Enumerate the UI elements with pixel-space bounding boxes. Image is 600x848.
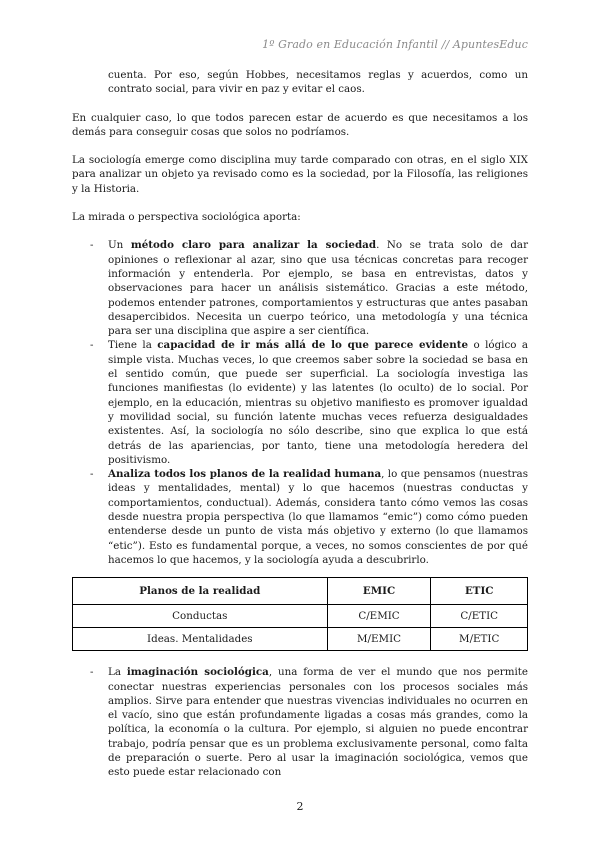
- table-cell: M/ETIC: [431, 628, 528, 651]
- paragraph-hobbes: cuenta. Por eso, según Hobbes, necesitamos reglas y acuerdos, como un contrato social, para vivir en paz y evitar el caos.: [108, 69, 528, 96]
- page-header: 1º Grado en Educación Infantil // ApuntesEduc: [262, 38, 528, 51]
- bullet-text-prefix: La: [108, 666, 127, 679]
- table-header-row: [73, 578, 528, 605]
- bullet-bold-term: Analiza todos los planos de la realidad humana: [108, 468, 382, 481]
- bullet-text-rest: , una forma de ver el mundo que nos permite conectar nuestras experiencias personales con los procesos sociales más amplios. Sirve para entender que nuestras vivencias individuales no ocurren en el vacío, sino que están profundamente ligadas a cosas más grandes, como la política, la economía o la cultura. Por ejemplo, si alguien no puede encontrar trabajo, podría pensar que es un problema exclusivamente personal, como falta de preparación o suerte. Pero al usar la imaginación sociológica, vemos que esto puede estar relacionado con: [108, 666, 528, 779]
- table-header-cell: Planos de la realidad: [73, 578, 328, 605]
- table-row: [73, 628, 528, 651]
- table-header-cell: ETIC: [431, 578, 528, 605]
- list-item: [72, 467, 528, 567]
- imagination-list: [72, 665, 528, 779]
- table-header-cell: EMIC: [327, 578, 431, 605]
- table-cell: C/EMIC: [327, 605, 431, 628]
- paragraph-others: En cualquier caso, lo que todos parecen estar de acuerdo es que necesitamos a los demás para conseguir cosas que solos no podríamos.: [72, 111, 528, 138]
- page-body: [72, 68, 528, 780]
- bullet-dash: -: [90, 339, 94, 352]
- paragraph-sociology-emerges: La sociología emerge como disciplina muy tarde comparado con otras, en el siglo XIX para analizar un objeto ya revisado como es la sociedad, por la Filosofía, las religiones y la Historia.: [72, 154, 528, 195]
- bullet-bold-term: imaginación sociológica: [126, 666, 269, 679]
- bullet-dash: -: [90, 666, 94, 679]
- bullet-bold-term: capacidad de ir más allá de lo que parece evidente: [157, 339, 469, 352]
- page-number: 2: [296, 800, 304, 813]
- bullet-text-prefix: Un: [108, 239, 131, 252]
- perspective-list: [72, 238, 528, 567]
- list-item: [72, 338, 528, 467]
- table-cell: Ideas. Mentalidades: [73, 628, 328, 651]
- bullet-dash: -: [90, 239, 94, 252]
- planes-table: [72, 577, 528, 651]
- table-cell: C/ETIC: [431, 605, 528, 628]
- table-cell: M/EMIC: [327, 628, 431, 651]
- table-cell: Conductas: [73, 605, 328, 628]
- bullet-dash: -: [90, 468, 94, 481]
- bullet-text-rest: . No se trata solo de dar opiniones o reflexionar al azar, sino que usa técnicas concretas para recoger información y entenderla. Por ejemplo, se basa en entrevistas, datos y observaciones para hacer un análisis sistemático. Gracias a este método, podemos entender patrones, comportamientos y estructuras que antes pasaban desapercibidos. Necesita un cuerpo teórico, una metodología y una técnica para ser una disciplina que aspire a ser científica.: [108, 239, 528, 338]
- list-item: [72, 238, 528, 338]
- bullet-bold-term: método claro para analizar la sociedad: [130, 239, 377, 252]
- bullet-text-rest: , lo que pensamos (nuestras ideas y mentalidades, mental) y lo que hacemos (nuestras conductas y comportamientos, conductual). Además, considera tanto cómo vemos las cosas desde nuestra propia perspectiva (lo que llamamos “emic”) como cómo pueden entenderse desde un punto de vista más objetivo y externo (lo que llamamos “etic”). Esto es fundamental porque, a veces, no somos conscientes de por qué hacemos lo que hacemos, y la sociología ayuda a descubrirlo.: [108, 468, 528, 566]
- table-row: [73, 605, 528, 628]
- bullet-text-rest: o lógico a simple vista. Muchas veces, lo que creemos saber sobre la sociedad se basa en el sentido común, que puede ser superficial. La sociología investiga las funciones manifiestas (lo evidente) y las latentes (lo oculto) de lo social. Por ejemplo, en la educación, mientras su objetivo manifiesto es promover igualdad y movilidad social, su función latente muchas veces refuerza desigualdades existentes. Así, la sociología no sólo describe, sino que explica lo que está detrás de las apariencias, por tanto, tiene una metodología heredera del positivismo.: [108, 339, 528, 466]
- list-item: [72, 665, 528, 779]
- bullet-text-prefix: Tiene la: [108, 339, 158, 352]
- paragraph-perspective-intro: La mirada o perspectiva sociológica aporta:: [72, 211, 301, 224]
